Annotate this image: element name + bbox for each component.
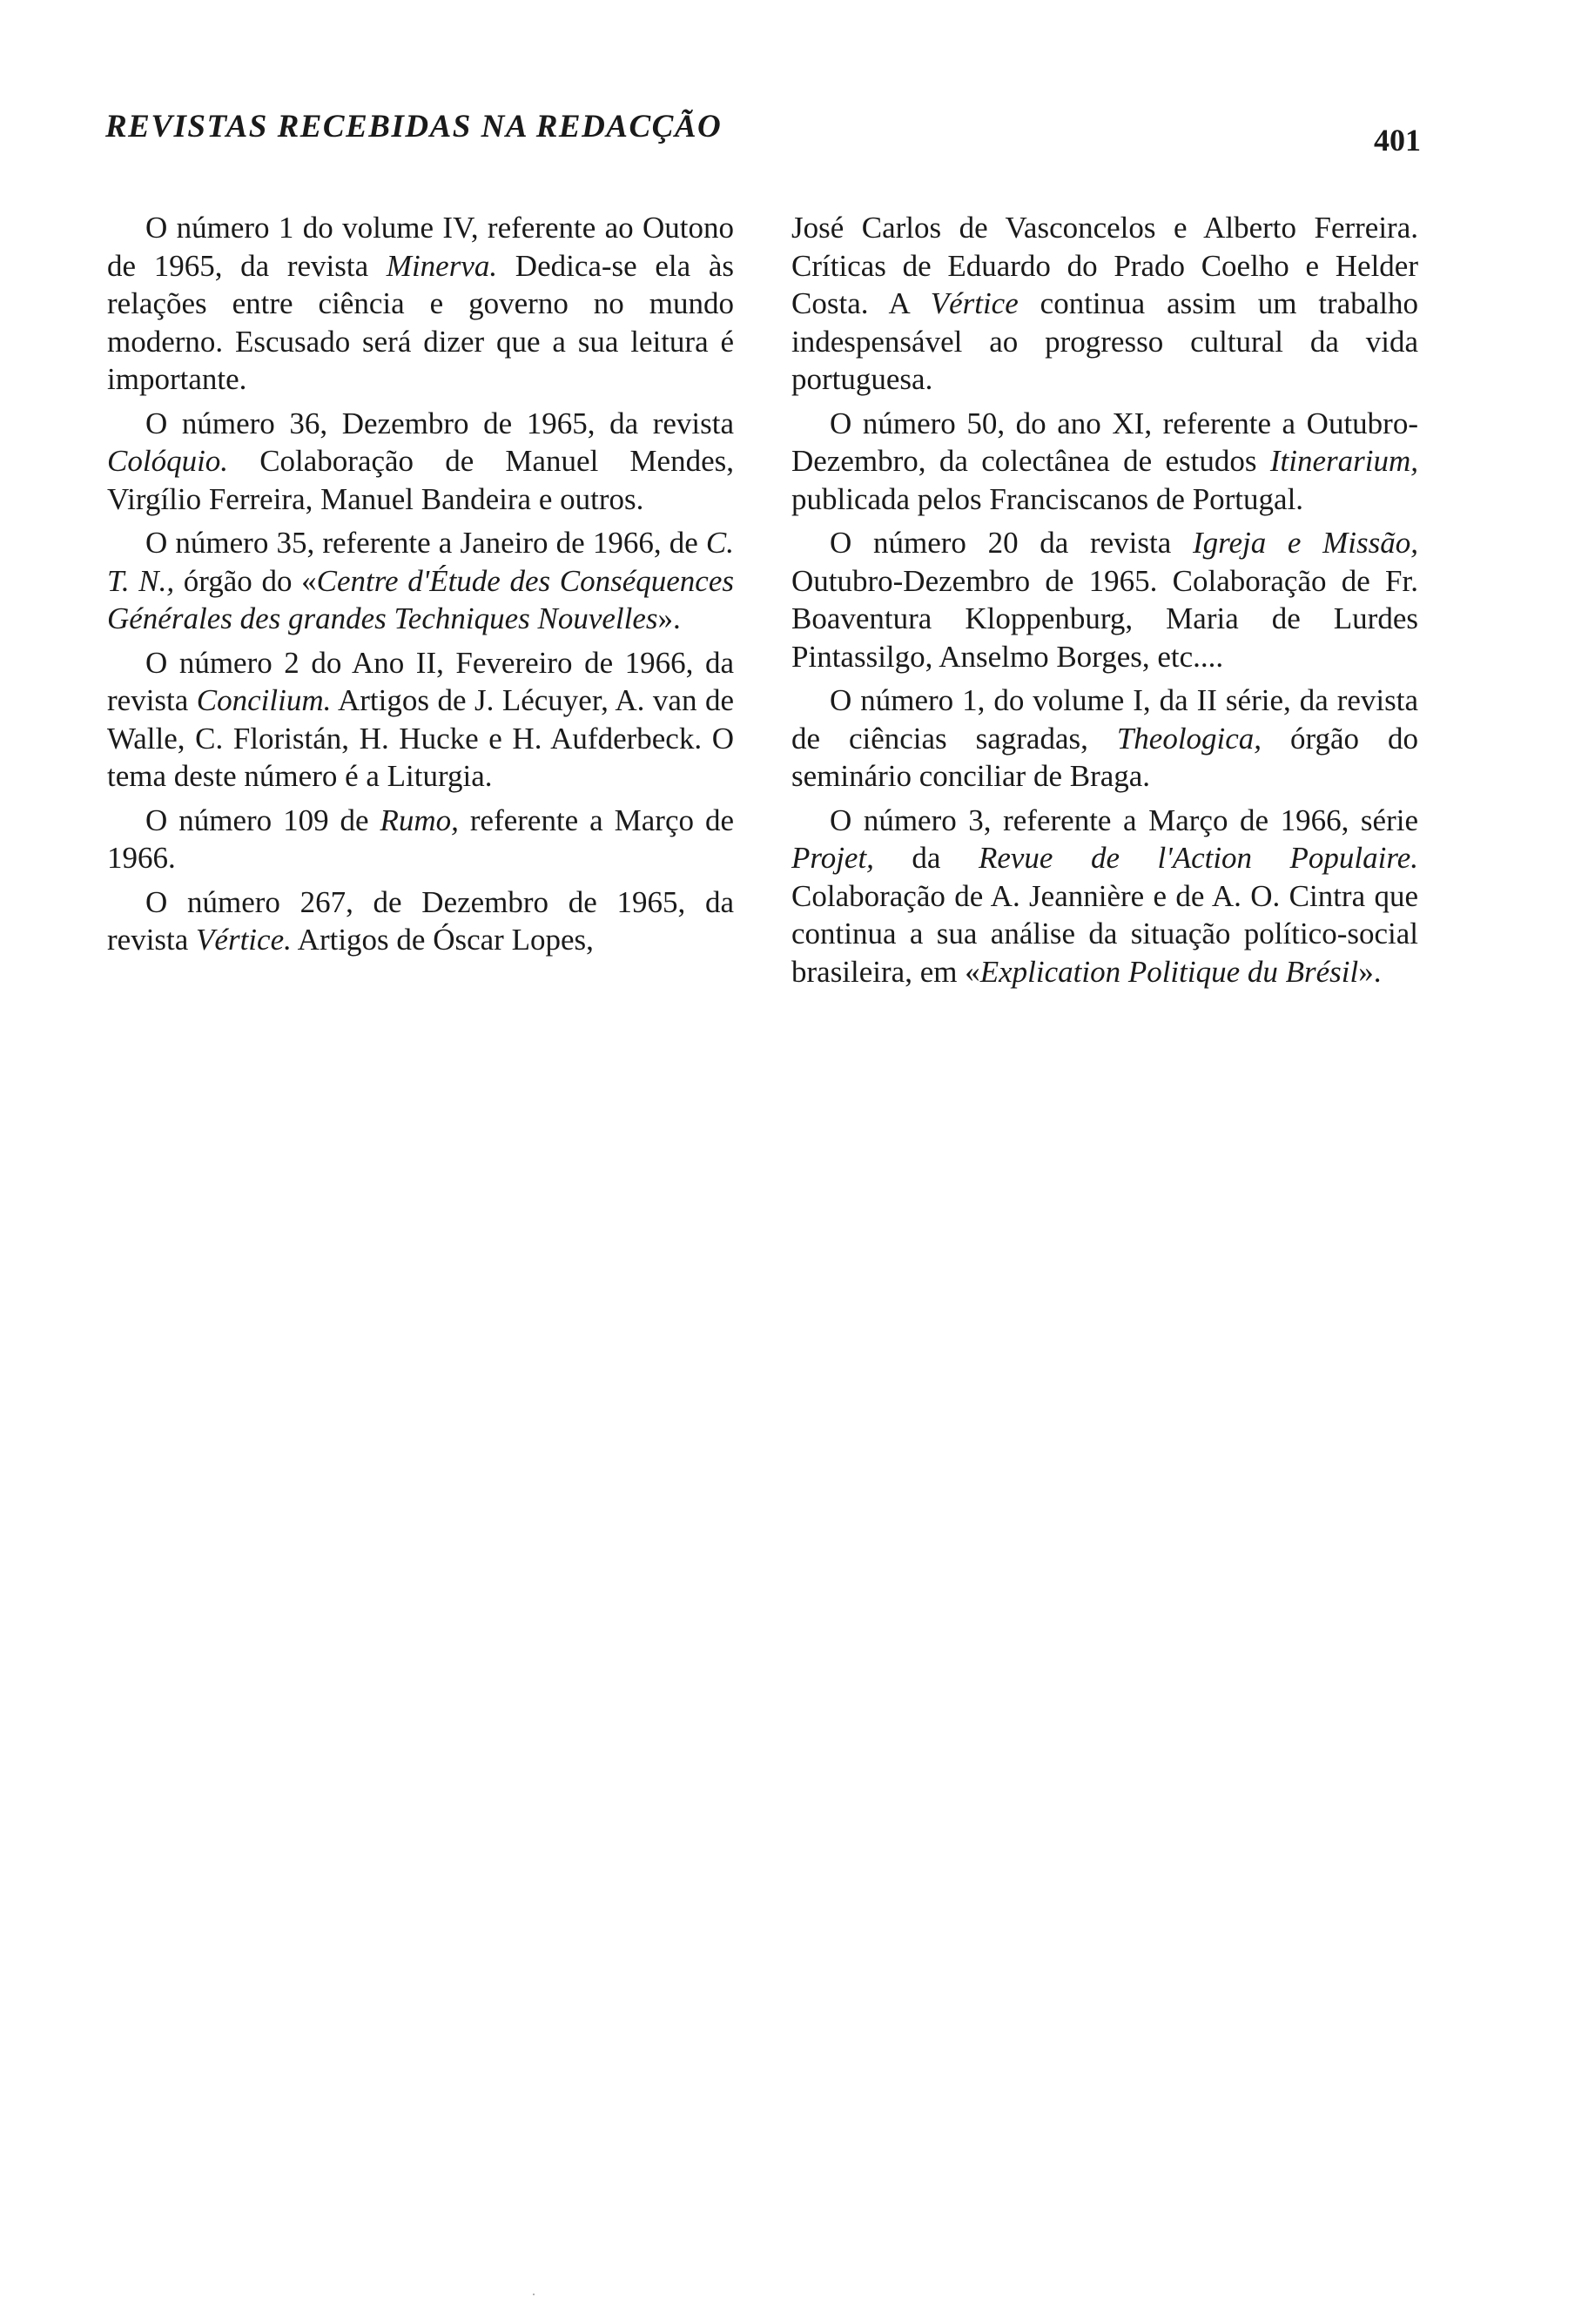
italic-title-text: Centre d'Étude des Conséquences Générales des grandes Techniques Nouvelles: [107, 563, 735, 635]
right-text-column: [791, 209, 1418, 997]
italic-title-text: Explication Politique du Brésil: [979, 954, 1359, 989]
entry-text: Dedica-se ela às relações entre ciência e governo no mundo moderno. Escusado será dizer que a sua leitura é importante.: [107, 248, 734, 396]
journal-entry: [791, 209, 1418, 399]
entry-text: O número 1, do volume I, da II série, da revista de ciências sagradas,: [791, 683, 1418, 756]
entry-text: órgão do «: [174, 563, 317, 598]
italic-title-text: Itinerarium,: [1269, 444, 1418, 478]
entry-text: referente a Março de 1966.: [107, 803, 734, 875]
italic-title-text: Vértice: [930, 286, 1019, 320]
entry-text: continua assim um trabalho indespensável ao progresso cultural da vida portuguesa.: [791, 286, 1419, 396]
italic-title-text: Concilium.: [196, 683, 332, 717]
entry-text: O número 36, Dezembro de 1965, da revista: [145, 406, 734, 440]
journal-entry: [107, 209, 734, 399]
entry-text: órgão do seminário conciliar de Braga.: [791, 721, 1419, 793]
entry-text: O número 50, do ano XI, referente a Outubro-Dezembro, da colectânea de estudos: [791, 406, 1418, 478]
italic-title-text: Projet,: [791, 841, 874, 875]
journal-entry: [107, 405, 734, 519]
journal-entry: [107, 644, 734, 796]
entry-text: O número 20 da revista: [830, 526, 1193, 560]
left-text-column: [107, 209, 734, 965]
italic-title-text: Minerva.: [386, 248, 498, 283]
entry-text: Colaboração de A. Jeannière e de A. O. Cintra que continua a sua análise da situação político-social brasileira, em «: [791, 878, 1418, 989]
entry-text: publicada pelos Franciscanos de Portugal.: [791, 481, 1304, 516]
entry-text: O número 2 do Ano II, Fevereiro de 1966, da revista: [107, 645, 734, 717]
italic-title-text: Vértice.: [196, 923, 292, 957]
journal-entry: [107, 802, 734, 877]
scan-speck: [533, 2294, 535, 2295]
journal-entry: [791, 524, 1418, 675]
page-number: 401: [1374, 123, 1421, 158]
entry-text: Colaboração de Manuel Mendes, Virgílio Ferreira, Manuel Bandeira e outros.: [107, 444, 734, 516]
entry-text: O número 267, de Dezembro de 1965, da revista: [107, 884, 734, 957]
entry-text: O número 109 de: [145, 803, 380, 837]
entry-text: Outubro-Dezembro de 1965. Colaboração de Fr. Boaventura Kloppenburg, Maria de Lurdes Pintassilgo, Anselmo Borges, etc....: [791, 563, 1418, 674]
entry-text: José Carlos de Vasconcelos e Alberto Ferreira. Críticas de Eduardo do Prado Coelho e Helder Costa. A: [791, 211, 1418, 320]
journal-entry: [107, 883, 734, 959]
entry-text: Artigos de Óscar Lopes,: [291, 923, 594, 957]
entry-text: ».: [657, 601, 681, 635]
entry-text: Artigos de J. Lécuyer, A. van de Walle, C. Floristán, H. Hucke e H. Aufderbeck. O tema deste número é a Liturgia.: [107, 683, 734, 793]
italic-title-text: Revue de l'Action Populaire.: [978, 841, 1418, 875]
journal-entry: [107, 524, 734, 638]
entry-text: O número 1 do volume IV, referente ao Outono de 1965, da revista: [107, 211, 734, 283]
journal-entry: [791, 405, 1418, 519]
running-title: REVISTAS RECEBIDAS NA REDACÇÃO: [105, 109, 723, 144]
italic-title-text: Colóquio.: [107, 444, 229, 478]
journal-entry: [791, 682, 1418, 796]
entry-text: ».: [1358, 954, 1382, 989]
journal-entry: [791, 802, 1418, 991]
italic-title-text: Theologica,: [1116, 721, 1262, 756]
italic-title-text: Igreja e Missão,: [1192, 526, 1418, 560]
entry-text: da: [873, 841, 979, 875]
italic-title-text: Rumo,: [380, 803, 459, 837]
entry-text: O número 35, referente a Janeiro de 1966, de: [145, 526, 706, 560]
entry-text: O número 3, referente a Março de 1966, série: [830, 803, 1418, 837]
italic-title-text: C. T. N.,: [107, 526, 734, 598]
